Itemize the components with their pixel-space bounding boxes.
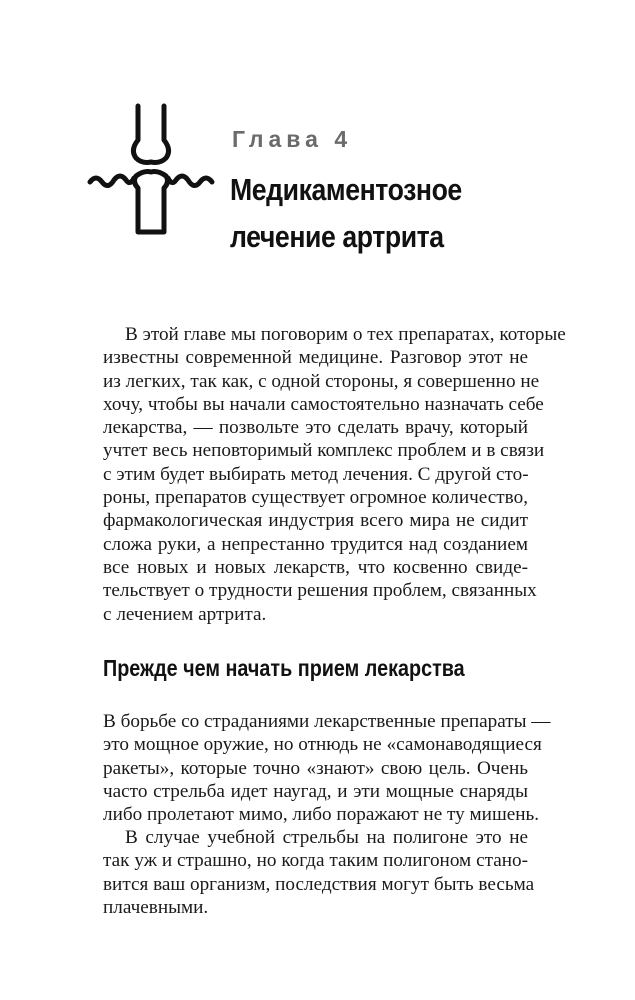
text-line: тельствует о трудности решения проблем, связанных <box>103 580 537 602</box>
text-line: из легких, так как, с одной стороны, я совершенно не <box>103 370 540 392</box>
text-line: вится ваш организм, последствия могут быть весьма <box>103 873 535 895</box>
text-line: В этой главе мы поговорим о тех препаратах, которые <box>125 324 566 345</box>
text-line: сложа руки, а непрестанно трудится над созданием <box>103 533 528 555</box>
text-line: с лечением артрита. <box>103 603 267 625</box>
text-line: фармакологическая индустрия всего мира не сидит <box>103 510 528 532</box>
text-line: хочу, чтобы вы начали самостоятельно назначать себе <box>103 393 544 415</box>
section-paragraph-1 <box>103 710 551 826</box>
text-line: В случае учебной стрельбы на полигоне это не <box>125 827 528 848</box>
text-line: известны современной медицине. Разговор этот не <box>103 347 528 369</box>
text-line: с этим будет выбирать метод лечения. С другой сто- <box>103 463 529 485</box>
text-line: все новых и новых лекарств, что косвенно свиде- <box>103 556 528 578</box>
text-line: так уж и страшно, но когда таким полигоном стано- <box>103 850 528 872</box>
text-line: плачевными. <box>103 896 209 918</box>
chapter-number: Глава 4 <box>232 126 353 152</box>
text-line: лекарства, — позвольте это сделать врачу, который <box>103 417 528 439</box>
intro-paragraph <box>103 323 566 626</box>
text-line: В борьбе со страданиями лекарственные препараты — <box>103 711 551 732</box>
chapter-title-line: Медикаментозное <box>230 172 462 207</box>
text-line: часто стрельба идет наугад, и эти мощные снаряды <box>103 780 528 802</box>
section-heading: Прежде чем начать прием лекарства <box>103 655 465 681</box>
text-line: ракеты», которые точно «знают» свою цель. Очень <box>103 757 528 779</box>
chapter-title-line: лечение артрита <box>230 219 444 254</box>
joint-icon <box>86 100 216 240</box>
text-line: либо пролетают мимо, либо поражают не ту мишень. <box>103 804 540 826</box>
text-line: это мощное оружие, но отнюдь не «самонаводящиеся <box>103 734 542 756</box>
text-line: роны, препаратов существует огромное количество, <box>103 487 528 509</box>
section-paragraph-2 <box>103 826 535 919</box>
chapter-title <box>230 166 557 260</box>
text-line: учтет весь неповторимый комплекс проблем и в связи <box>103 440 545 462</box>
